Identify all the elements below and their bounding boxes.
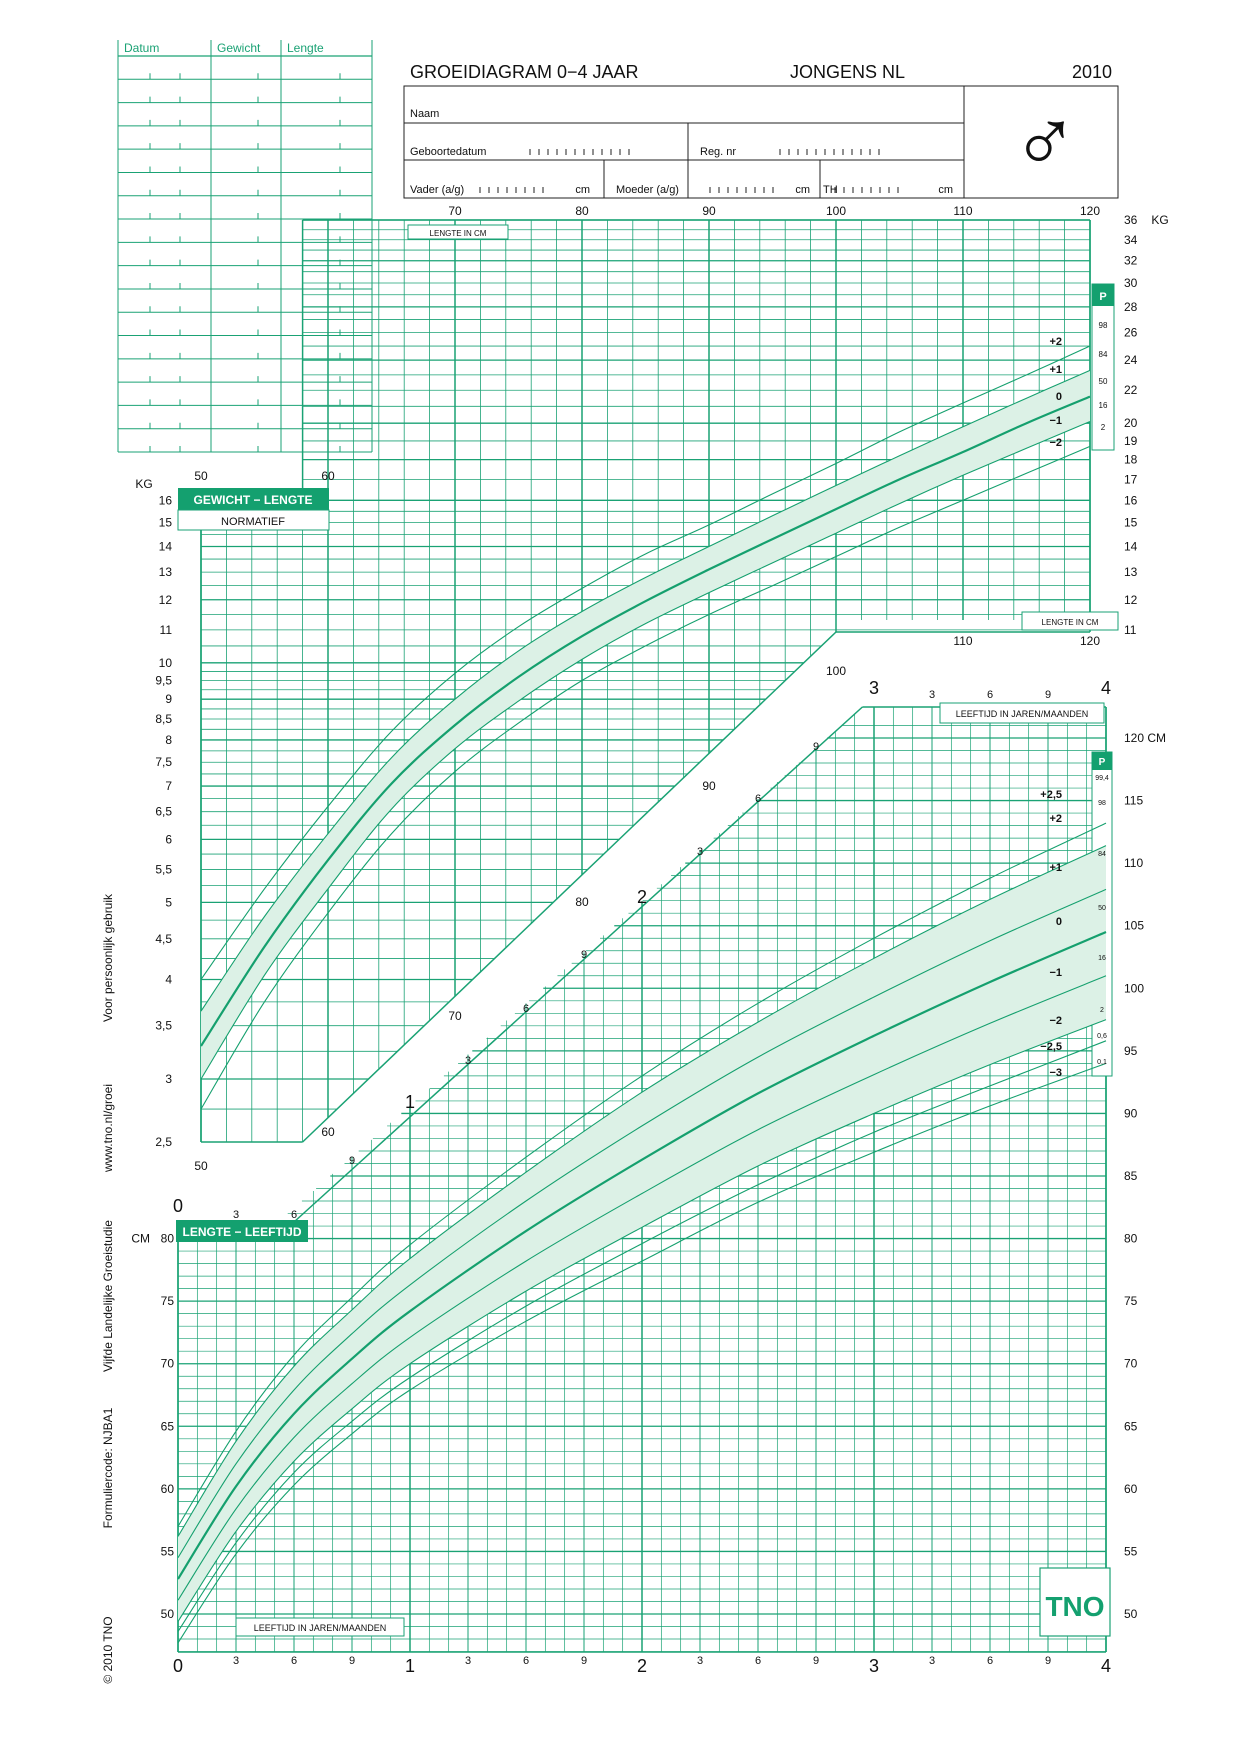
length-y-tick-right: 80 <box>1124 1231 1138 1246</box>
weight-y-tick-left: 4 <box>165 972 172 987</box>
weight-y-tick-left: 5 <box>165 895 172 910</box>
naam-label: Naam <box>410 108 440 120</box>
weight-x-tick-top: 80 <box>575 204 589 218</box>
length-y-tick-right: 65 <box>1124 1419 1138 1434</box>
weight-ylabel-left: KG <box>135 477 153 491</box>
weight-x-tick-top: 110 <box>953 204 973 218</box>
age-month-label: 6 <box>290 1655 298 1667</box>
weight-x-tick-top: 100 <box>825 204 847 218</box>
weight-y-tick-right: 17 <box>1124 472 1138 487</box>
weight-y-tick-left: 9,5 <box>155 673 172 688</box>
page-title: GROEIDIAGRAM 0−4 JAAR <box>410 62 639 82</box>
age-year-label: 1 <box>404 1656 416 1676</box>
length-y-tick-right: 90 <box>1124 1106 1138 1121</box>
age-year-label-diag: 0 <box>172 1196 184 1216</box>
length-y-tick-right: 115 <box>1124 793 1144 808</box>
weight-y-tick-right: 13 <box>1124 565 1138 580</box>
weight-y-tick-left: 3 <box>165 1071 172 1086</box>
weight-x-tick-diag: 60 <box>321 1125 335 1139</box>
length-title: LENGTE − LEEFTIJD <box>182 1225 302 1239</box>
age-month-label: 9 <box>812 1655 820 1667</box>
weight-y-tick-left: 10 <box>158 655 172 670</box>
weight-series-label: −1 <box>1049 415 1062 427</box>
length-y-tick-left: 60 <box>160 1481 174 1496</box>
weight-subtitle: NORMATIEF <box>221 516 285 528</box>
length-series-label: −1 <box>1049 967 1062 979</box>
weight-y-tick-right: 32 <box>1124 253 1138 268</box>
percentile-label: 16 <box>1098 401 1108 410</box>
weight-series-label: +2 <box>1049 336 1062 348</box>
weight-y-tick-left: 8,5 <box>155 711 172 726</box>
length-series-label: 0 <box>1055 916 1062 928</box>
age-month-label: 3 <box>464 1655 472 1667</box>
weight-y-tick-right: 19 <box>1124 433 1138 448</box>
weight-y-tick-left: 2,5 <box>155 1135 172 1149</box>
table-header-lengte: Lengte <box>287 41 324 55</box>
length-y-unit: 120 CM <box>1124 731 1167 745</box>
side-text: Voor persoonlijk gebruik <box>101 893 115 1023</box>
side-text: Formuliercode: NJBA1 <box>101 1407 115 1529</box>
weight-x-tick-top: 120 <box>1079 204 1101 218</box>
age-year-label: 2 <box>636 1656 648 1676</box>
weight-y-tick-left: 9 <box>165 692 172 707</box>
length-series-label: +2 <box>1049 813 1062 825</box>
weight-x-tick-top: 70 <box>448 204 462 218</box>
table-header-gewicht: Gewicht <box>217 41 261 55</box>
tno-logo: TNO <box>1045 1591 1105 1622</box>
weight-y-tick-right: 16 <box>1124 493 1138 508</box>
age-month-label-diag: 9 <box>348 1155 356 1167</box>
length-y-tick-left: 55 <box>160 1544 174 1559</box>
length-y-tick-left: 70 <box>160 1356 174 1371</box>
weight-x-tick-diag: 100 <box>825 664 847 678</box>
length-y-tick-right: 75 <box>1124 1294 1138 1309</box>
weight-x-tick-diag: 80 <box>575 895 589 909</box>
length-y-tick-right: 60 <box>1124 1481 1138 1496</box>
percentile-label: 50 <box>1098 905 1106 912</box>
age-month-label-top: 6 <box>986 689 994 701</box>
weight-y-tick-right: 24 <box>1124 353 1138 368</box>
weight-y-tick-left: 11 <box>159 622 172 637</box>
age-month-label: 6 <box>522 1655 530 1667</box>
age-month-label: 9 <box>348 1655 356 1667</box>
regnr-label: Reg. nr <box>700 146 737 158</box>
age-month-label-diag: 9 <box>580 949 588 961</box>
length-y-tick-right: 95 <box>1124 1043 1138 1058</box>
length-series-label: −2,5 <box>1040 1041 1062 1053</box>
length-y-tick-left: 65 <box>160 1419 174 1434</box>
gender-label: JONGENS NL <box>790 62 906 82</box>
age-year-label: 0 <box>172 1656 184 1676</box>
age-xlabel-top: LEEFTIJD IN JAREN/MAANDEN <box>955 709 1089 719</box>
percentile-header-text: P <box>1098 757 1106 768</box>
cm-label: cm <box>575 184 590 196</box>
geboortedatum-label: Geboortedatum <box>410 146 487 158</box>
vader-label: Vader (a/g) <box>410 184 465 196</box>
weight-xlabel-top: LENGTE IN CM <box>429 229 487 238</box>
age-month-label: 6 <box>986 1655 994 1667</box>
weight-y-tick-right: 28 <box>1124 299 1138 314</box>
weight-y-tick-left: 7 <box>165 779 172 794</box>
length-y-tick-left: 50 <box>160 1607 174 1621</box>
side-text: Vijfde Landelijke Groeistudie <box>101 1220 115 1372</box>
weight-y-tick-right: 30 <box>1124 276 1138 291</box>
weight-y-tick-right: 36 <box>1124 213 1138 227</box>
weight-y-tick-right: 26 <box>1124 325 1138 340</box>
percentile-label: 84 <box>1098 851 1106 858</box>
length-series-label: −2 <box>1049 1015 1062 1027</box>
cm-label: cm <box>795 184 810 196</box>
age-month-label: 3 <box>696 1655 704 1667</box>
weight-series-label: 0 <box>1055 391 1062 403</box>
length-series-label: +2,5 <box>1040 789 1062 801</box>
age-month-label-diag: 9 <box>812 741 820 753</box>
weight-y-tick-left: 3,5 <box>155 1018 172 1033</box>
weight-y-tick-left: 5,5 <box>155 862 172 877</box>
weight-y-tick-left: 7,5 <box>155 755 172 770</box>
percentile-label: 50 <box>1098 377 1108 386</box>
length-ylabel-left: CM <box>131 1231 150 1246</box>
length-y-tick-right: 50 <box>1124 1607 1138 1621</box>
weight-y-tick-left: 16 <box>158 493 172 508</box>
moeder-label: Moeder (a/g) <box>616 184 679 196</box>
length-y-tick-right: 105 <box>1124 918 1145 933</box>
weight-x-tick-top: 90 <box>702 204 716 218</box>
age-month-label-diag: 6 <box>290 1209 298 1221</box>
length-series-label: −3 <box>1049 1067 1062 1079</box>
weight-x-tick-bottom: 120 <box>1079 634 1101 648</box>
th-label: TH <box>823 184 838 196</box>
weight-xlabel-bottom: LENGTE IN CM <box>1041 618 1099 627</box>
length-y-tick-right: 70 <box>1124 1356 1138 1371</box>
weight-y-tick-right: 11 <box>1124 622 1137 637</box>
weight-y-tick-left: 4,5 <box>155 931 172 946</box>
weight-x-tick-diag: 70 <box>448 1009 462 1023</box>
weight-series-label: −2 <box>1049 437 1062 449</box>
side-text: © 2010 TNO <box>101 1616 115 1684</box>
weight-y-tick-left: 8 <box>165 732 172 747</box>
percentile-label: 0,1 <box>1097 1059 1107 1066</box>
age-month-label-top: 3 <box>928 689 936 701</box>
weight-x-tick: 60 <box>321 469 335 483</box>
length-y-tick-right: 100 <box>1124 981 1145 996</box>
weight-y-tick-right: 14 <box>1124 539 1138 554</box>
age-month-label-diag: 6 <box>754 793 762 805</box>
weight-x-tick-bottom: 50 <box>194 1159 208 1173</box>
length-y-tick-right: 85 <box>1124 1169 1138 1183</box>
weight-y-tick-right: 34 <box>1124 232 1138 247</box>
age-month-label: 9 <box>1044 1655 1052 1667</box>
weight-x-tick-diag: 90 <box>702 779 716 793</box>
percentile-label: 98 <box>1098 800 1106 807</box>
side-text: www.tno.nl/groei <box>101 1083 115 1173</box>
weight-y-tick-right: 20 <box>1124 416 1138 431</box>
table-header-datum: Datum <box>124 41 160 55</box>
length-series-label: +1 <box>1049 862 1062 874</box>
age-year-label-diag: 1 <box>404 1092 416 1112</box>
weight-ylabel-right: KG <box>1151 213 1169 227</box>
percentile-header-text: P <box>1099 291 1107 303</box>
percentile-label: 0,6 <box>1097 1033 1107 1040</box>
length-y-tick-right: 110 <box>1124 856 1144 871</box>
age-month-label-diag: 6 <box>522 1003 530 1015</box>
age-year-label-top: 4 <box>1100 678 1112 698</box>
age-month-label-top: 9 <box>1044 689 1052 701</box>
weight-series-label: +1 <box>1049 364 1062 376</box>
age-month-label: 3 <box>928 1655 936 1667</box>
weight-y-tick-left: 6,5 <box>155 804 172 819</box>
weight-title: GEWICHT − LENGTE <box>193 493 313 507</box>
cm-label: cm <box>938 184 953 196</box>
weight-y-tick-left: 12 <box>158 592 172 607</box>
age-month-label-diag: 3 <box>232 1209 240 1221</box>
weight-y-tick-left: 6 <box>165 832 172 847</box>
weight-y-tick-right: 15 <box>1124 515 1138 530</box>
age-month-label: 9 <box>580 1655 588 1667</box>
weight-y-tick-left: 15 <box>158 515 172 530</box>
weight-y-tick-right: 12 <box>1124 592 1138 607</box>
weight-y-tick-right: 18 <box>1124 452 1138 467</box>
male-symbol-icon: ♂ <box>1011 92 1079 192</box>
percentile-label: 99,4 <box>1095 775 1109 782</box>
age-year-label-top: 3 <box>868 678 880 698</box>
age-year-label-diag: 2 <box>636 887 648 907</box>
weight-y-tick-left: 13 <box>158 565 172 580</box>
percentile-label: 2 <box>1100 423 1106 432</box>
percentile-label: 2 <box>1100 1007 1104 1014</box>
percentile-label: 98 <box>1098 321 1108 330</box>
length-xlabel: LEEFTIJD IN JAREN/MAANDEN <box>253 1623 387 1633</box>
weight-x-tick-bottom: 110 <box>953 634 973 648</box>
weight-y-tick-left: 14 <box>158 539 172 554</box>
age-year-label: 3 <box>868 1656 880 1676</box>
percentile-label: 84 <box>1098 350 1108 359</box>
weight-y-tick-right: 22 <box>1124 383 1138 398</box>
age-month-label-diag: 3 <box>696 846 704 858</box>
age-month-label: 6 <box>754 1655 762 1667</box>
year-label: 2010 <box>1071 62 1112 82</box>
length-y-tick-right: 55 <box>1124 1544 1138 1559</box>
length-y-tick-left: 80 <box>160 1231 174 1246</box>
weight-x-tick: 50 <box>194 469 208 483</box>
percentile-label: 16 <box>1098 955 1106 962</box>
age-month-label-diag: 3 <box>464 1055 472 1067</box>
age-year-label: 4 <box>1100 1656 1112 1676</box>
length-y-tick-left: 75 <box>160 1294 174 1309</box>
age-month-label: 3 <box>232 1655 240 1667</box>
